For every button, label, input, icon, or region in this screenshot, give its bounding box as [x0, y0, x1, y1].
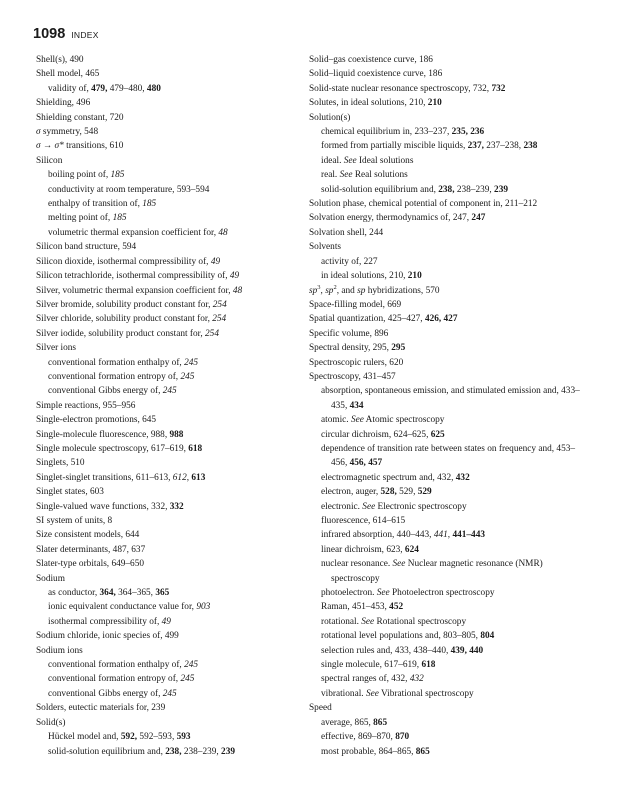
index-entry: σ → σ* transitions, 610: [36, 141, 124, 152]
index-subentry: most probable, 864–865, 865: [321, 746, 430, 757]
index-subentry: ionic equivalent conductance value for, 903: [48, 602, 211, 613]
index-entry: Slater determinants, 487, 637: [36, 544, 146, 555]
index-subentry: vibrational. See Vibrational spectroscopy: [321, 688, 474, 699]
index-entry: Slater-type orbitals, 649–650: [36, 559, 144, 570]
index-entry: Silver ions: [36, 343, 77, 354]
index-subentry: infrared absorption, 440–443, 441, 441–443: [321, 530, 485, 541]
index-entry: Spectroscopy, 431–457: [309, 371, 396, 382]
index-entry: Shell model, 465: [36, 69, 100, 80]
index-subentry: conventional formation entropy of, 245: [48, 674, 195, 685]
index-subentry: activity of, 227: [321, 256, 378, 267]
index-entry: Silver bromide, solubility product constant for, 254: [36, 299, 227, 310]
index-subentry: single molecule, 617–619, 618: [321, 660, 436, 671]
index-entry: Solutes, in ideal solutions, 210, 210: [309, 98, 442, 109]
index-subentry: rotational level populations and, 803–805, 804: [321, 631, 495, 642]
index-entry: Sodium: [36, 573, 65, 584]
index-entry: Solution(s): [309, 112, 351, 123]
index-entry: Silver, volumetric thermal expansion coefficient for, 48: [36, 285, 243, 296]
index-entry: Spectroscopic rulers, 620: [309, 357, 404, 368]
index-subentry: real. See Real solutions: [321, 170, 408, 181]
index-entry: Simple reactions, 955–956: [36, 400, 136, 411]
index-entry: Solid-state nuclear resonance spectroscopy, 732, 732: [309, 83, 506, 94]
index-entry: Single-electron promotions, 645: [36, 415, 157, 426]
index-entry: Single molecule spectroscopy, 617–619, 618: [36, 443, 203, 454]
page-number: 1098: [33, 26, 66, 42]
index-subentry: validity of, 479, 479–480, 480: [48, 83, 161, 94]
index-entry: Shell(s), 490: [36, 55, 84, 65]
index-entry: Silicon dioxide, isothermal compressibility of, 49: [36, 256, 221, 267]
index-subentry: in ideal solutions, 210, 210: [321, 271, 422, 282]
index-subentry: dependence of transition rate between states on frequency and, 453–456, 456, 457: [321, 443, 576, 469]
index-entry: Singlets, 510: [36, 458, 85, 469]
index-entry: Silicon: [36, 155, 63, 166]
index-subentry: photoelectron. See Photoelectron spectroscopy: [321, 588, 495, 599]
index-entry: Size consistent models, 644: [36, 530, 140, 541]
index-subentry: isothermal compressibility of, 49: [48, 616, 171, 627]
index-subentry: Raman, 451–453, 452: [321, 602, 404, 613]
index-subentry: conventional Gibbs energy of, 245: [48, 386, 177, 397]
index-subentry: conventional formation enthalpy of, 245: [48, 660, 199, 671]
index-entry: Solid–liquid coexistence curve, 186: [309, 69, 443, 80]
index-entry: $sp^3$, $sp^2$, and sp hybridizations, 570: [309, 283, 440, 296]
index-subentry: conventional formation enthalpy of, 245: [48, 357, 199, 368]
index-subentry: solid-solution equilibrium and, 238, 238–239, 239: [48, 746, 235, 757]
index-subentry: volumetric thermal expansion coefficient for, 48: [48, 227, 228, 238]
index-entry: Spatial quantization, 425–427, 426, 427: [309, 314, 458, 325]
index-subentry: boiling point of, 185: [48, 170, 125, 181]
index-entry: SI system of units, 8: [36, 516, 113, 526]
index-entry: Spectral density, 295, 295: [309, 343, 406, 354]
index-entry: Sodium ions: [36, 645, 83, 656]
index-subentry: Hückel model and, 592, 592–593, 593: [48, 732, 191, 743]
index-subentry: melting point of, 185: [48, 213, 127, 224]
index-entry: Shielding, 496: [36, 98, 91, 109]
index-entry: Singlet states, 603: [36, 487, 104, 498]
index-entry: Solvation energy, thermodynamics of, 247, 247: [309, 213, 486, 224]
index-subentry: electronic. See Electronic spectroscopy: [321, 501, 467, 512]
index-subentry: absorption, spontaneous emission, and stimulated emission and, 433–435, 434: [321, 386, 580, 411]
index-entry: Solution phase, chemical potential of component in, 211–212: [309, 199, 538, 210]
index-subentry: ideal. See Ideal solutions: [321, 155, 414, 166]
index-entry: Solvents: [309, 242, 342, 253]
index-subentry: formed from partially miscible liquids, 237, 237–238, 238: [321, 141, 538, 152]
index-entry: σ symmetry, 548: [36, 127, 99, 138]
page-header: [33, 25, 99, 43]
index-entry: Single-valued wave functions, 332, 332: [36, 501, 184, 512]
index-entry: Silver iodide, solubility product constant for, 254: [36, 328, 219, 339]
index-entry: Speed: [309, 703, 332, 714]
index-entry: Space-filling model, 669: [309, 299, 402, 310]
index-subentry: rotational. See Rotational spectroscopy: [321, 616, 467, 627]
index-subentry: solid-solution equilibrium and, 238, 238–239, 239: [321, 184, 508, 195]
index-column-left: [36, 53, 298, 759]
index-subentry: conductivity at room temperature, 593–594: [48, 184, 210, 195]
index-entry: Solders, eutectic materials for, 239: [36, 703, 166, 714]
index-entry: Silver chloride, solubility product constant for, 254: [36, 314, 227, 325]
index-subentry: fluorescence, 614–615: [321, 516, 406, 526]
index-subentry: atomic. See Atomic spectroscopy: [321, 415, 445, 426]
index-entry: Solid–gas coexistence curve, 186: [309, 55, 433, 65]
index-entry: Shielding constant, 720: [36, 112, 124, 123]
index-entry: Sodium chloride, ionic species of, 499: [36, 631, 179, 642]
index-subentry: as conductor, 364, 364–365, 365: [48, 588, 170, 599]
index-subentry: chemical equilibrium in, 233–237, 235, 236: [321, 127, 485, 138]
index-subentry: electron, auger, 528, 529, 529: [321, 487, 432, 498]
running-head: INDEX: [71, 30, 99, 40]
index-subentry: average, 865, 865: [321, 717, 388, 728]
index-subentry: effective, 869–870, 870: [321, 732, 410, 743]
index-subentry: linear dichroism, 623, 624: [321, 544, 419, 555]
index-subentry: nuclear resonance. See Nuclear magnetic resonance (NMR) spectroscopy: [321, 559, 543, 584]
index-subentry: conventional Gibbs energy of, 245: [48, 688, 177, 699]
index-subentry: enthalpy of transition of, 185: [48, 199, 157, 210]
index-subentry: spectral ranges of, 432, 432: [321, 674, 424, 685]
index-entry: Solvation shell, 244: [309, 227, 384, 238]
index-entry: Specific volume, 896: [309, 328, 389, 339]
index-entry: Silicon band structure, 594: [36, 242, 137, 253]
index-entry: Single-molecule fluorescence, 988, 988: [36, 429, 184, 440]
index-subentry: conventional formation entropy of, 245: [48, 371, 195, 382]
index-subentry: electromagnetic spectrum and, 432, 432: [321, 472, 470, 483]
index-entry: Solid(s): [36, 717, 66, 728]
index-entry: Singlet-singlet transitions, 611–613, 612, 613: [36, 472, 206, 483]
index-column-right: [309, 53, 591, 759]
index-subentry: circular dichroism, 624–625, 625: [321, 429, 445, 440]
index-subentry: selection rules and, 433, 438–440, 439, 440: [321, 645, 484, 656]
index-entry: Silicon tetrachloride, isothermal compressibility of, 49: [36, 271, 240, 282]
